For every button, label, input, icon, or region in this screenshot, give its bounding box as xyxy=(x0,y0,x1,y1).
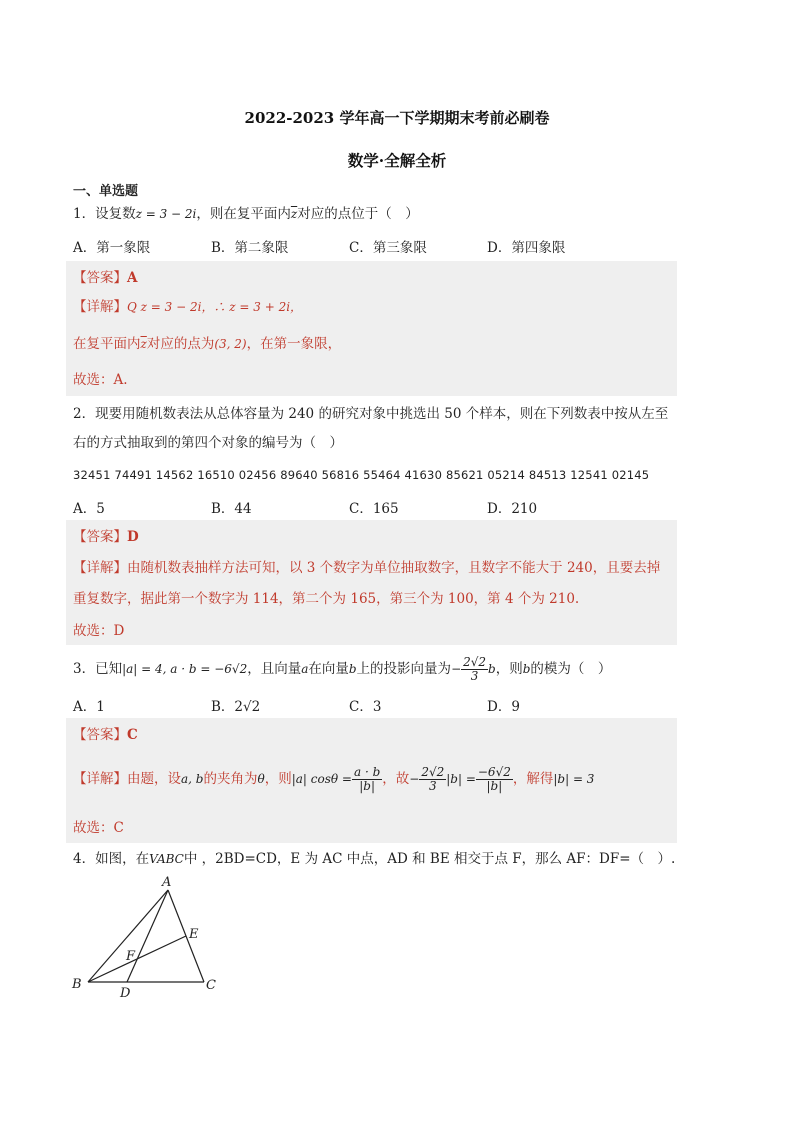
q4-triangle-name: VABC xyxy=(149,852,184,866)
q2-answer xyxy=(73,528,139,546)
detail-text: ，故 xyxy=(382,771,410,787)
q3-condition: |a| = 4, a · b = −6√2 xyxy=(122,662,248,676)
answer-value: A xyxy=(127,270,138,286)
vector-a: a xyxy=(301,662,309,676)
q1-option-c[interactable]: C．第三象限 xyxy=(349,240,427,256)
q2-option-b[interactable]: B．44 xyxy=(211,501,252,517)
segment-be xyxy=(88,936,186,982)
q3-cos-expr: |a| cosθ = xyxy=(291,772,352,786)
vectors-ab: a, b xyxy=(181,772,204,786)
segment-ad xyxy=(127,890,168,982)
q3-option-a[interactable]: A．1 xyxy=(73,699,105,715)
q3-options xyxy=(73,695,693,713)
q3-stem: 3．已知|a| = 4, a · b = −6√2，且向量a在向量b上的投影向量为− $\frac{2√2}{3}$ b，则b的模为（ ） xyxy=(73,655,612,683)
q3-dot-fraction: $\frac{a \cdot b}{|b|}$ xyxy=(353,765,381,793)
q1-conclusion: 故选：A. xyxy=(73,372,128,388)
q1-detail xyxy=(73,298,302,316)
q3-option-c[interactable]: C．3 xyxy=(349,699,382,715)
q1-point: (3, 2) xyxy=(214,337,247,351)
q2-option-a[interactable]: A．5 xyxy=(73,501,105,517)
triangle-figure xyxy=(70,870,230,1000)
label-f: F xyxy=(126,949,136,964)
q3-stem-text: 在向量 xyxy=(308,661,349,677)
q4-stem-text: 中 ，2BD=CD，E 为 AC 中点，AD 和 BE 相交于点 F，那么 AF：DF=（ ）. xyxy=(183,851,676,867)
q2-detail-line1 xyxy=(73,559,660,577)
q2-detail-line2: 重复数字，据此第一个数字为 114，第二个为 165，第三个为 100，第 4 个为 210. xyxy=(73,591,580,607)
q3-stem-text: 上的投影向量为 xyxy=(356,661,452,677)
q3-conclusion: 故选：C xyxy=(73,820,124,836)
q3-stem-text: 的模为（ ） xyxy=(530,661,612,677)
detail-text: ，解得 xyxy=(512,771,554,787)
answer-label: 【答案】 xyxy=(73,529,127,545)
detail-text: ，则 xyxy=(264,771,292,787)
q3-stem-text: 3．已知 xyxy=(73,661,123,677)
q3-lhs-fraction: $\frac{2√2}{3}$ xyxy=(421,765,445,793)
q2-stem-line1: 2．现要用随机数表法从总体容量为 240 的研究对象中挑选出 50 个样本，则在下列数表中按从左至 xyxy=(73,406,669,422)
q1-stem-text: ，则在复平面内 xyxy=(196,206,291,222)
q1-answer-box xyxy=(66,261,677,396)
q1-zbar: $\overline{z}$ xyxy=(140,337,147,351)
q3-abs-b: |b| = xyxy=(446,772,476,786)
theta: θ xyxy=(257,772,265,786)
detail-text: 的夹角为 xyxy=(203,771,258,787)
detail-text: 由随机数表抽样方法可知，以 3 个数字为单位抽取数字，且数字不能大于 240，且要去掉 xyxy=(127,560,661,576)
q3-option-b[interactable]: B．2√2 xyxy=(211,699,261,715)
q3-rhs-fraction: $\frac{-6√2}{|b|}$ xyxy=(477,765,511,793)
q2-option-c[interactable]: C．165 xyxy=(349,501,399,517)
q1-option-b[interactable]: B．第二象限 xyxy=(211,240,289,256)
detail-text: 在复平面内 xyxy=(73,336,141,352)
q3-stem-text: ，则 xyxy=(495,661,523,677)
vector-b: b xyxy=(522,662,531,676)
page-title: 2022-2023 学年高一下学期期末考前必刷卷 xyxy=(244,109,550,127)
edge-ba xyxy=(88,890,168,982)
q1-z-equation: z = 3 − 2i xyxy=(135,207,197,221)
answer-value: C xyxy=(127,727,138,743)
detail-label: 【详解】 xyxy=(73,560,127,576)
detail-text: 对应的点为 xyxy=(146,336,215,352)
q1-option-d[interactable]: D．第四象限 xyxy=(487,240,566,256)
detail-text: 由题，设 xyxy=(127,771,181,787)
q1-detail-math: Q z = 3 − 2i，∴ z = 3 + 2i， xyxy=(127,300,303,314)
section-heading: 一、单选题 xyxy=(73,184,139,199)
q4-stem-text: 4．如图，在 xyxy=(73,851,150,867)
q2-conclusion: 故选：D xyxy=(73,623,125,639)
q1-option-a[interactable]: A．第一象限 xyxy=(73,240,151,256)
q2-options xyxy=(73,497,693,515)
q1-stem xyxy=(73,205,419,223)
q3-answer xyxy=(73,726,138,744)
label-b: B xyxy=(72,977,82,992)
q2-random-table: 32451 74491 14562 16510 02456 89640 56816 55464 41630 85621 05214 84513 12541 02145 xyxy=(73,468,650,482)
q4-stem xyxy=(73,850,675,868)
q3-option-d[interactable]: D．9 xyxy=(487,699,520,715)
answer-label: 【答案】 xyxy=(73,727,127,743)
q2-stem-line2: 右的方式抽取到的第四个对象的编号为（ ） xyxy=(73,435,343,451)
q3-stem-text: ，且向量 xyxy=(247,661,302,677)
q1-detail-line2 xyxy=(73,335,341,353)
page-subtitle: 数学·全解全析 xyxy=(347,151,447,170)
label-d: D xyxy=(120,986,131,1000)
q1-stem-text: 1．设复数 xyxy=(73,206,136,222)
q3-result: |b| = 3 xyxy=(553,772,595,786)
detail-text: ，在第一象限， xyxy=(246,336,342,352)
detail-label: 【详解】 xyxy=(73,299,127,315)
label-c: C xyxy=(206,978,216,993)
answer-label: 【答案】 xyxy=(73,270,127,286)
q1-answer xyxy=(73,269,137,287)
q2-option-d[interactable]: D．210 xyxy=(487,501,538,517)
q3-projection-fraction: $\frac{2√2}{3}$ xyxy=(463,655,487,683)
vector-b: b xyxy=(348,662,357,676)
answer-value: D xyxy=(127,529,139,545)
q1-options xyxy=(73,236,693,254)
detail-label: 【详解】 xyxy=(73,771,127,787)
q1-stem-text: 对应的点位于（ ） xyxy=(297,206,419,222)
q2-answer-box xyxy=(66,520,677,645)
q1-zbar: $\overline{z}$ xyxy=(290,207,298,221)
q3-detail: 【详解】由题，设a, b的夹角为θ，则|a| cosθ = $\frac{a \cdot b}{|b|}$ ，故− $\frac{2√2}{3}$ |b| = $\frac{-6√2}{|b|}$ ，解得|b| = 3 xyxy=(73,765,595,793)
vector-b: b xyxy=(488,662,496,676)
label-a: A xyxy=(162,875,172,890)
label-e: E xyxy=(189,927,199,942)
q3-answer-box xyxy=(66,718,677,843)
